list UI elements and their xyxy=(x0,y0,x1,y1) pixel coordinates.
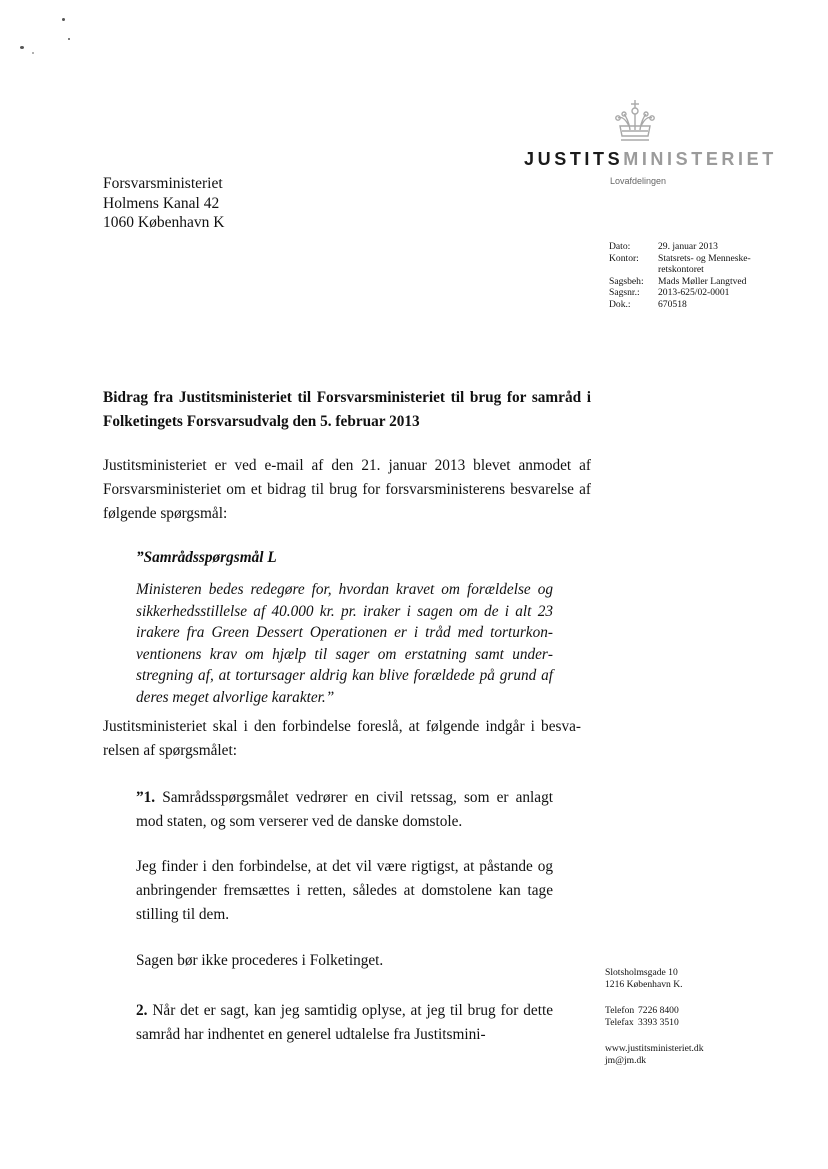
recipient-line: Holmens Kanal 42 xyxy=(103,194,220,212)
scan-speck xyxy=(68,38,70,40)
answer-1-paragraph-3: Sagen bør ikke procederes i Folketinget. xyxy=(136,952,384,969)
answer-1-paragraph xyxy=(136,786,553,834)
meta-row-date xyxy=(609,241,778,253)
phone-number: 7226 8400 xyxy=(638,1005,679,1016)
fax-label: Telefax xyxy=(605,1017,634,1028)
question-text: Ministeren bedes redegøre for, hvordan kravet om forældelse og sikkerhedsstillelse af 40.000 kr. pr. iraker i sagen om de i alt 23 irakere fra Green Dessert Operationen er i tråd med torturkonventionens krav om hjælp til sager om erstatning samt understregning af, at tortursager aldrig kan blive forældede på grund af deres meget alvorlige karakter.” xyxy=(136,581,553,706)
ministry-name: JUSTITSMINISTERIET xyxy=(524,149,777,169)
answer-1-number: ”1. xyxy=(136,789,156,806)
intro-paragraph: Justitsministeriet er ved e-mail af den 21. januar 2013 blevet anmodet af Forsvarsministeriet om et bidrag til brug for forsvarsministerens besvarelse af følgende spørgsmål: xyxy=(103,457,591,523)
meta-value: Statsrets- og Menneske-retskontoret xyxy=(658,252,751,276)
meta-value: Mads Møller Langtved xyxy=(658,275,747,287)
department-name: Lovafdelingen xyxy=(610,176,667,186)
meta-value: 29. januar 2013 xyxy=(658,241,718,252)
fax-number: 3393 3510 xyxy=(638,1017,679,1028)
answer-1-text: Samrådsspørgsmålet vedrører en civil retssag, som er anlagt mod staten, og som verserer ved de danske domstole. xyxy=(136,789,553,831)
crown-icon xyxy=(612,100,658,146)
meta-value: 670518 xyxy=(658,298,687,310)
scan-speck xyxy=(32,52,34,54)
meta-label: Sagsbeh: xyxy=(609,275,644,287)
meta-row-office xyxy=(609,253,778,276)
ministry-logo xyxy=(524,100,777,195)
contact-phone-row xyxy=(605,1005,704,1017)
answer-1-paragraph-2: Jeg finder i den forbindelse, at det vil være rigtigst, at påstande og anbringender fremsættes i retten, således at domstolene kan tage stilling til dem. xyxy=(136,858,553,924)
question-heading: ”Samrådsspørgsmål L xyxy=(136,549,277,566)
contact-info xyxy=(605,967,704,1067)
contact-city: 1216 København K. xyxy=(605,979,683,990)
answer-2-number: 2. xyxy=(136,1002,148,1019)
answer-2-text: Når det er sagt, kan jeg samtidig oplyse, at jeg til brug for dette samråd har indhentet en generel udtalelse fra Justitsmini- xyxy=(136,1002,553,1044)
website-link[interactable]: www.justitsministeriet.dk xyxy=(605,1043,704,1054)
meta-label: Sagsnr.: xyxy=(609,287,640,299)
recipient-line: 1060 København K xyxy=(103,214,225,231)
document-title: Bidrag fra Justitsministeriet til Forsvarsministeriet til brug for samråd i Folketingets Forsvarsudvalg den 5. februar 2013 xyxy=(103,389,591,430)
meta-row-document xyxy=(609,299,778,311)
recipient-line: Forsvarsministeriet xyxy=(103,175,223,192)
contact-street: Slotsholmsgade 10 xyxy=(605,967,678,978)
meta-label: Dato: xyxy=(609,241,631,252)
meta-value: 2013-625/02-0001 xyxy=(658,287,730,299)
contact-fax-row xyxy=(605,1017,704,1029)
proposal-paragraph: Justitsministeriet skal i den forbindelse foreslå, at følgende indgår i besvarelsen af spørgsmålet: xyxy=(103,718,581,760)
meta-row-caseworker xyxy=(609,276,778,288)
answer-2-paragraph xyxy=(136,999,553,1047)
meta-label: Kontor: xyxy=(609,252,639,264)
phone-label: Telefon xyxy=(605,1005,635,1016)
scan-speck xyxy=(62,18,65,21)
meta-row-case-number xyxy=(609,287,778,299)
case-metadata xyxy=(609,241,778,311)
scan-speck xyxy=(20,46,24,49)
meta-label: Dok.: xyxy=(609,298,631,310)
email-link[interactable]: jm@jm.dk xyxy=(605,1055,647,1066)
recipient-address xyxy=(103,174,224,233)
